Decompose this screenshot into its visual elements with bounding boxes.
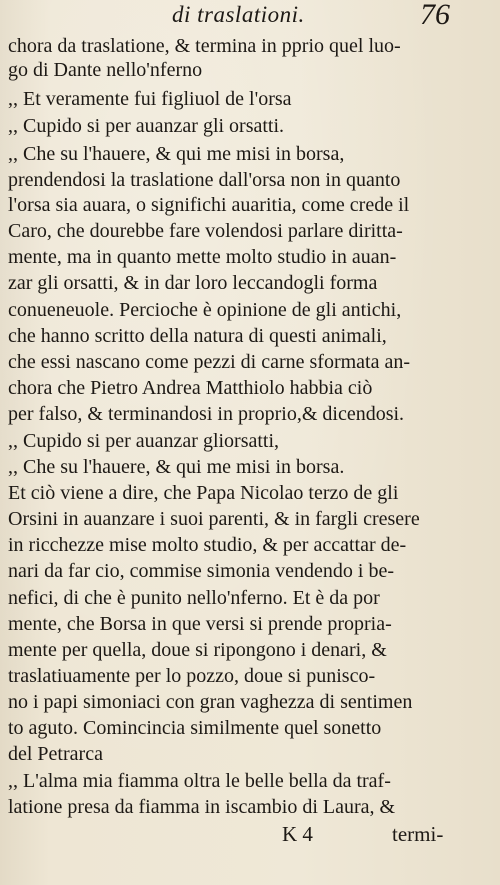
text-line: mente, che Borsa in que versi si prende propria-: [8, 613, 392, 635]
verse-line: ,, Cupido si per auanzar gliorsatti,: [8, 430, 280, 452]
text-line: Et ciò viene a dire, che Papa Nicolao terzo de gli: [8, 482, 399, 504]
text-line: go di Dante nello'nferno: [8, 59, 203, 81]
text-line: conueneuole. Percioche è opinione de gli antichi,: [8, 299, 402, 321]
text-line: no i papi simoniaci con gran vaghezza di sentimen: [8, 691, 413, 713]
verse-line: ,, Che su l'hauere, & qui me misi in borsa,: [8, 143, 345, 165]
text-line: mente, ma in quanto mette molto studio in auan-: [8, 246, 397, 268]
text-line: prendendosi la traslatione dall'orsa non in quanto: [8, 169, 401, 191]
text-line: chora da traslatione, & termina in pprio quel luo-: [8, 35, 401, 57]
running-head: di traslationi.: [172, 2, 305, 27]
text-line: che hanno scritto della natura di questi animali,: [8, 325, 387, 347]
page-header: [0, 0, 500, 34]
text-line: chora che Pietro Andrea Matthiolo habbia ciò: [8, 377, 373, 399]
text-line: nefici, di che è punito nello'nferno. Et è da por: [8, 587, 380, 609]
signature-mark: K 4: [282, 822, 313, 846]
text-line: che essi nascano come pezzi di carne sformata an-: [8, 351, 411, 373]
text-line: traslatiuamente per lo pozzo, doue si punisco-: [8, 665, 376, 687]
verse-line: ,, L'alma mia fiamma oltra le belle bella da traf-: [8, 770, 391, 792]
verse-line: ,, Cupido si per auanzar gli orsatti.: [8, 115, 285, 137]
text-line: nari da far cio, commise simonia vendendo i be-: [8, 560, 394, 582]
page-number: 76: [420, 0, 450, 31]
text-line: per falso, & terminandosi in proprio,& dicendosi.: [8, 403, 405, 425]
text-line: Orsini in auanzare i suoi parenti, & in fargli cresere: [8, 508, 420, 530]
text-line: l'orsa sia auara, o significhi auaritia, come crede il: [8, 194, 410, 216]
catchword: termi-: [392, 822, 444, 846]
verse-line: ,, Che su l'hauere, & qui me misi in borsa.: [8, 456, 345, 478]
text-line: Caro, che dourebbe fare volendosi parlare diritta-: [8, 220, 403, 242]
text-line: latione presa da fiamma in iscambio di Laura, &: [8, 796, 396, 818]
text-line: in ricchezze mise molto studio, & per accattar de-: [8, 534, 407, 556]
text-line: zar gli orsatti, & in dar loro leccandogli forma: [8, 272, 378, 294]
text-line: to aguto. Comincincia similmente quel sonetto: [8, 717, 382, 739]
verse-line: ,, Et veramente fui figliuol de l'orsa: [8, 88, 292, 110]
text-line: mente per quella, doue si ripongono i denari, &: [8, 639, 387, 661]
text-line: del Petrarca: [8, 743, 103, 765]
